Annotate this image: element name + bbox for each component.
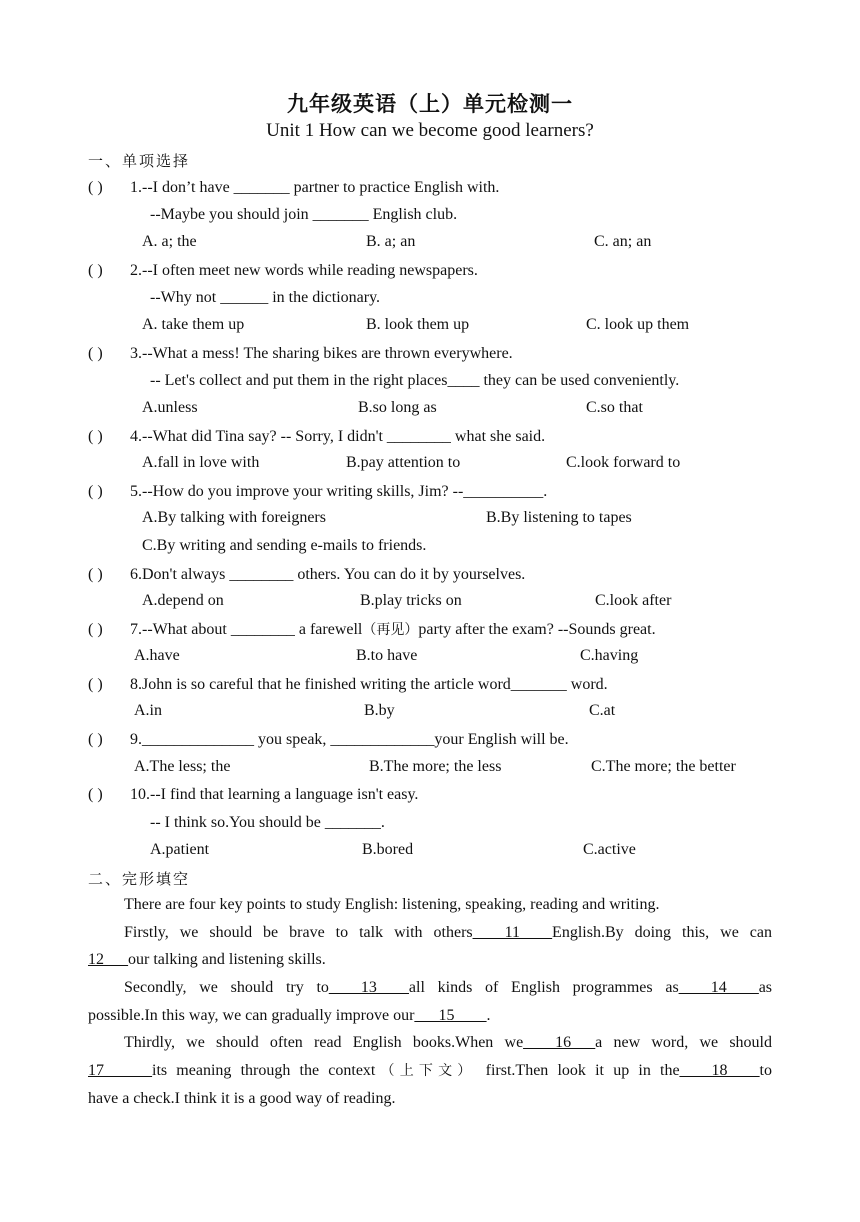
text-run: . <box>486 1007 491 1024</box>
text-run: a new word, we should <box>595 1034 772 1051</box>
answer-bracket[interactable]: ( ) <box>88 483 103 500</box>
question-stem: 6.Don't always ________ others. You can do it by yourselves. <box>130 566 526 583</box>
option-c[interactable]: C.The more; the better <box>591 758 736 775</box>
question-stem: 1.--I don’t have _______ partner to practice English with. <box>130 179 500 196</box>
answer-bracket[interactable]: ( ) <box>88 621 103 638</box>
option-c[interactable]: C.having <box>580 647 639 664</box>
option-a[interactable]: A.have <box>134 647 180 664</box>
answer-bracket[interactable]: ( ) <box>88 345 103 362</box>
option-c[interactable]: C.look forward to <box>566 454 681 471</box>
chinese-gloss: （再见） <box>362 622 419 638</box>
question-stem: 9.______________ you speak, _____________your English will be. <box>130 731 569 748</box>
option-b[interactable]: B.by <box>364 702 395 719</box>
cloze-paragraph-3-line-2 <box>88 1006 772 1026</box>
option-a[interactable]: A.fall in love with <box>142 454 260 471</box>
option-a[interactable]: A.depend on <box>142 592 224 609</box>
blank-11[interactable]: ____11____ <box>472 924 553 941</box>
cloze-paragraph-2-line-1 <box>124 923 772 943</box>
answer-bracket[interactable]: ( ) <box>88 786 103 803</box>
option-a[interactable]: A.patient <box>150 841 210 858</box>
blank-15[interactable]: ___15____ <box>414 1007 487 1024</box>
option-b[interactable]: B.so long as <box>358 399 437 416</box>
answer-bracket[interactable]: ( ) <box>88 566 103 583</box>
option-a[interactable]: A. take them up <box>142 316 245 333</box>
text-run: to <box>759 1062 772 1079</box>
question-2-reply: --Why not ______ in the dictionary. <box>150 289 381 306</box>
option-c[interactable]: C.look after <box>595 592 672 609</box>
option-a[interactable]: A. a; the <box>142 233 197 250</box>
text-run: Secondly, we should try to <box>124 979 329 996</box>
option-c[interactable]: C.By writing and sending e-mails to friends. <box>142 537 427 554</box>
page-title: 九年级英语（上）单元检测一 <box>287 92 573 116</box>
text-run: its meaning through the context <box>152 1062 376 1079</box>
text-run: possible.In this way, we can gradually improve our <box>88 1007 415 1024</box>
answer-bracket[interactable]: ( ) <box>88 428 103 445</box>
cloze-paragraph-4-line-3: have a check.I think it is a good way of reading. <box>88 1090 396 1107</box>
blank-13[interactable]: ____13____ <box>328 979 409 996</box>
text-run: our talking and listening skills. <box>128 951 326 968</box>
page-subtitle: Unit 1 How can we become good learners? <box>266 120 594 141</box>
blank-14[interactable]: ____14____ <box>678 979 759 996</box>
blank-16[interactable]: ____16___ <box>523 1034 596 1051</box>
option-b[interactable]: B.The more; the less <box>369 758 502 775</box>
question-3-reply: -- Let's collect and put them in the right places____ they can be used conveniently. <box>150 372 680 389</box>
text-run: all kinds of English programmes as <box>408 979 679 996</box>
text-run: as <box>758 979 773 996</box>
text-run: first.Then look it up in the <box>476 1062 680 1079</box>
cloze-paragraph-2-line-2 <box>88 950 772 970</box>
question-stem: 8.John is so careful that he finished writing the article word_______ word. <box>130 676 608 693</box>
text-run: Thirdly, we should often read English books.When we <box>124 1034 524 1051</box>
question-stem: 2.--I often meet new words while reading newspapers. <box>130 262 478 279</box>
cloze-paragraph-3-line-1 <box>124 978 772 998</box>
question-stem-part-2: party after the exam? --Sounds great. <box>418 621 656 638</box>
blank-17[interactable]: 17______ <box>88 1062 152 1079</box>
option-a[interactable]: A.The less; the <box>134 758 231 775</box>
option-a[interactable]: A.By talking with foreigners <box>142 509 326 526</box>
question-stem-part-1: 7.--What about ________ a farewell <box>130 621 363 638</box>
option-c[interactable]: C.so that <box>586 399 643 416</box>
option-b[interactable]: B.By listening to tapes <box>486 509 632 526</box>
answer-bracket[interactable]: ( ) <box>88 262 103 279</box>
option-b[interactable]: B.bored <box>362 841 414 858</box>
chinese-gloss: （上下文） <box>375 1063 477 1079</box>
option-b[interactable]: B. a; an <box>366 233 416 250</box>
option-c[interactable]: C. look up them <box>586 316 690 333</box>
question-stem: 10.--I find that learning a language isn't easy. <box>130 786 419 803</box>
question-stem <box>130 620 656 640</box>
option-b[interactable]: B.pay attention to <box>346 454 461 471</box>
text-run: Firstly, we should be brave to talk with others <box>124 924 473 941</box>
question-stem: 3.--What a mess! The sharing bikes are thrown everywhere. <box>130 345 513 362</box>
option-b[interactable]: B.play tricks on <box>360 592 462 609</box>
blank-18[interactable]: ____18____ <box>679 1062 760 1079</box>
option-a[interactable]: A.unless <box>142 399 198 416</box>
option-b[interactable]: B.to have <box>356 647 418 664</box>
option-b[interactable]: B. look them up <box>366 316 470 333</box>
section-1-heading: 一、单项选择 <box>88 152 191 170</box>
section-2-heading: 二、完形填空 <box>88 870 191 888</box>
answer-bracket[interactable]: ( ) <box>88 676 103 693</box>
question-10-reply: -- I think so.You should be _______. <box>150 814 385 831</box>
question-stem: 5.--How do you improve your writing skills, Jim? --__________. <box>130 483 548 500</box>
cloze-paragraph-4-line-1 <box>124 1033 772 1053</box>
cloze-paragraph-4-line-2 <box>88 1061 772 1081</box>
cloze-paragraph-1: There are four key points to study English: listening, speaking, reading and writing. <box>124 896 660 913</box>
option-c[interactable]: C.at <box>589 702 616 719</box>
option-c[interactable]: C. an; an <box>594 233 652 250</box>
question-stem: 4.--What did Tina say? -- Sorry, I didn't ________ what she said. <box>130 428 546 445</box>
question-1-reply: --Maybe you should join _______ English club. <box>150 206 458 223</box>
option-c[interactable]: C.active <box>583 841 636 858</box>
option-a[interactable]: A.in <box>134 702 162 719</box>
blank-12[interactable]: 12___ <box>88 951 128 968</box>
text-run: English.By doing this, we can <box>552 924 772 941</box>
answer-bracket[interactable]: ( ) <box>88 731 103 748</box>
answer-bracket[interactable]: ( ) <box>88 179 103 196</box>
